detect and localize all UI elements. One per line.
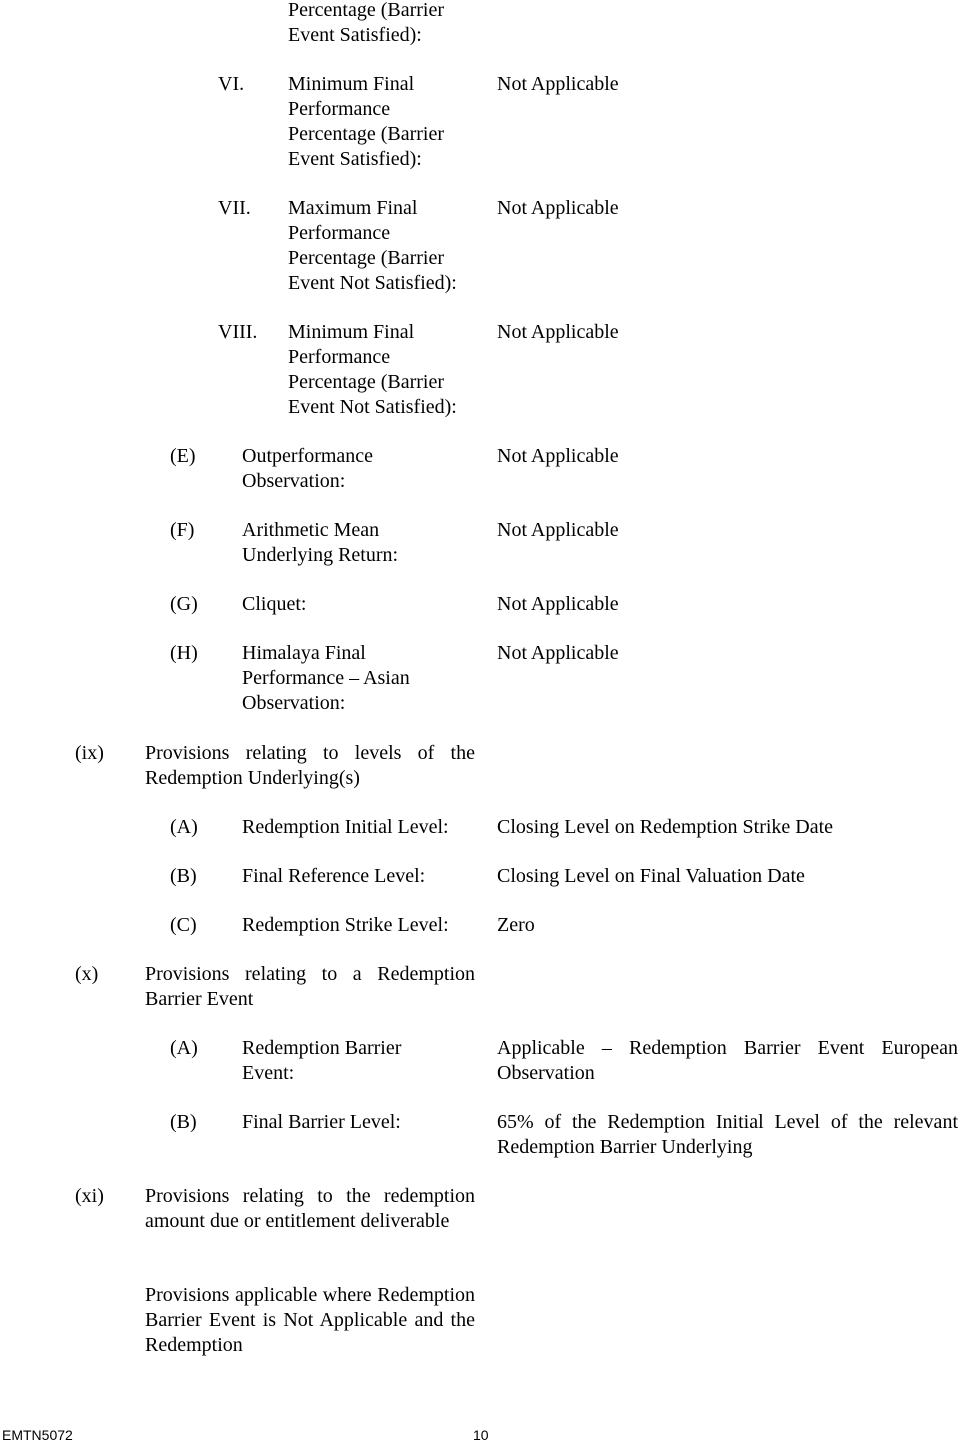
item-value: Applicable – Redemption Barrier Event European Observation [497,1037,958,1084]
item-value: Not Applicable [497,593,619,615]
item-value: Not Applicable [497,445,619,467]
item-label: Outperformance Observation: [242,445,374,492]
item-label: Himalaya Final Performance – Asian Observation: [242,642,410,714]
item-label: Minimum Final Performance Percentage (Barrier Event Not Satisfied): [288,321,457,418]
item-value: Not Applicable [497,197,619,219]
item-value: Not Applicable [497,73,619,95]
item-value: Not Applicable [497,642,619,664]
item-label: Redemption Barrier Event: [242,1037,402,1084]
section-heading: Provisions relating to the redemption amount due or entitlement deliverable [145,1185,475,1232]
item-value: Not Applicable [497,519,619,541]
item-value: Closing Level on Final Valuation Date [497,865,805,887]
item-label: Minimum Final Performance Percentage (Barrier Event Satisfied): [288,73,445,170]
section-number: (xi) [75,1185,104,1207]
item-letter: (B) [170,1111,197,1133]
section-number: (x) [75,963,99,985]
section-sub-heading: Provisions applicable where Redemption Barrier Event is Not Applicable and the Redemption [145,1284,475,1356]
item-value: Closing Level on Redemption Strike Date [497,816,834,838]
item-label: Final Barrier Level: [242,1111,401,1133]
item-letter: (H) [170,642,198,664]
item-label: Cliquet: [242,593,307,615]
item-label: Redemption Strike Level: [242,914,449,936]
item-number: VIII. [218,321,258,343]
item-label: Redemption Initial Level: [242,816,449,838]
document-code: EMTN5072 [2,1427,73,1443]
item-letter: (A) [170,816,198,838]
section-heading: Provisions relating to a Redemption Barrier Event [145,963,475,1010]
item-label: Arithmetic Mean Underlying Return: [242,519,399,566]
item-value: 65% of the Redemption Initial Level of the relevant Redemption Barrier Underlying [497,1111,958,1158]
item-label: Final Reference Level: [242,865,426,887]
item-value: Not Applicable [497,321,619,343]
section-number: (ix) [75,742,104,764]
item-label: Maximum Final Performance Percentage (Barrier Event Not Satisfied): [288,197,457,294]
item-letter: (A) [170,1037,198,1059]
item-letter: (G) [170,593,198,615]
carried-over-label: Percentage (Barrier Event Satisfied): [288,0,445,46]
item-letter: (E) [170,445,196,467]
section-heading: Provisions relating to levels of the Redemption Underlying(s) [145,742,475,789]
item-number: VII. [218,197,251,219]
item-number: VI. [218,73,245,95]
item-letter: (F) [170,519,195,541]
item-letter: (C) [170,914,197,936]
page-number: 10 [473,1427,489,1443]
item-letter: (B) [170,865,197,887]
item-value: Zero [497,914,535,936]
